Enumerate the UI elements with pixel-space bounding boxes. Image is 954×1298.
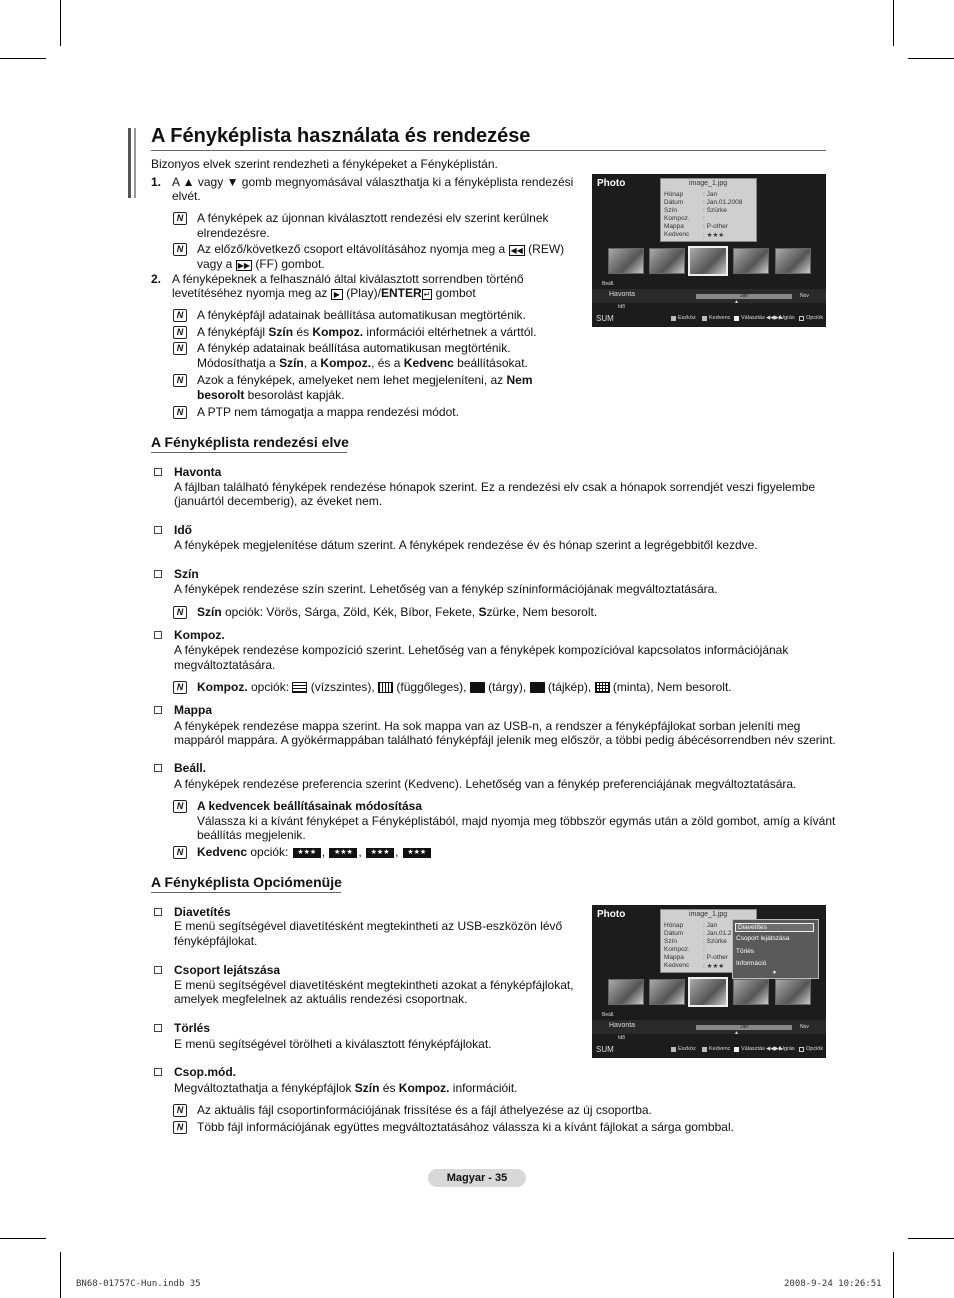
title-rule xyxy=(151,150,826,151)
item-text-part: információit. xyxy=(449,1081,518,1095)
menu-item-informacio[interactable]: Információ xyxy=(736,960,767,967)
footer-label: Eszköz xyxy=(678,1046,696,1052)
footer-label: Eszköz xyxy=(678,315,696,321)
bullet-square xyxy=(154,966,162,974)
jump-icon: ◀◀▶▶ xyxy=(766,315,783,321)
info-filename: image_1.jpg xyxy=(689,180,728,187)
yellow-button-icon xyxy=(734,1047,739,1052)
info-key: Hónap xyxy=(664,922,684,929)
note-text-part: zürke, Nem besorolt. xyxy=(486,605,598,619)
note-text xyxy=(197,356,528,371)
page-number-badge: Magyar - 35 xyxy=(428,1169,526,1187)
section-heading: A Fényképlista Opciómenüje xyxy=(151,874,342,890)
bullet-square xyxy=(154,764,162,772)
info-key: Kompoz. xyxy=(664,946,690,953)
note-text xyxy=(197,605,597,620)
note-text-part: (tájkép), xyxy=(547,680,592,694)
info-value: : Jan.01.2008 xyxy=(703,199,743,206)
note-text: beállítás megjelenik. xyxy=(197,828,306,842)
info-value: : Szürke xyxy=(703,207,727,214)
month-label: Nov xyxy=(800,1024,809,1030)
footer-label: Ugrás xyxy=(780,1046,795,1052)
photo-label: Photo xyxy=(597,909,626,920)
note-text-part: Kompoz. xyxy=(320,356,372,370)
page-title: A Fényképlista használata és rendezése xyxy=(151,125,531,147)
step-text: A fényképeknek a felhasználó által kiválasztott sorrendben történő xyxy=(172,272,524,286)
bullet-square xyxy=(154,1068,162,1076)
photo-thumbnail[interactable] xyxy=(649,979,685,1005)
note-text-part: Szín xyxy=(279,356,304,370)
intro-text: Bizonyos elvek szerint rendezheti a fényképeket a Fényképlistán. xyxy=(151,157,498,171)
note-text-part: vagy a xyxy=(197,257,233,271)
bullet-square xyxy=(154,526,162,534)
info-value: : xyxy=(703,946,705,953)
step-text: elvét. xyxy=(172,189,201,203)
item-text: megváltoztatására. xyxy=(174,658,276,672)
up-arrow: ▲ xyxy=(734,299,739,305)
crop-mark xyxy=(0,1238,46,1239)
note-text-part: Szín xyxy=(268,325,294,339)
photo-thumbnail[interactable] xyxy=(608,248,644,274)
bullet-square xyxy=(154,1024,162,1032)
bullet-square xyxy=(154,706,162,714)
file-info: BN68-01757C-Hun.indb 35 xyxy=(76,1279,201,1289)
green-button-icon xyxy=(702,316,707,321)
note-text xyxy=(197,242,564,257)
note-icon: N xyxy=(173,326,187,339)
photo-thumbnail[interactable] xyxy=(688,977,728,1007)
item-text: E menü segítségével diavetítésként megtekintheti azokat a fényképfájlokat, xyxy=(174,978,574,992)
note-text-part: Nem xyxy=(506,373,533,387)
note-text-part: (tárgy), xyxy=(488,680,527,694)
note-text-part: (függőleges), xyxy=(396,680,467,694)
note-text-part: (minta), Nem besorolt. xyxy=(612,680,732,694)
ido-label: Idő xyxy=(618,304,625,310)
play-icon: ▶ xyxy=(331,289,343,300)
info-key: Kompoz. xyxy=(664,215,690,222)
item-text: amelyek megfelelnek az aktuális rendezési csoportnak. xyxy=(174,992,468,1006)
info-key: Hónap xyxy=(664,191,684,198)
star-rating-icon: ★★★ xyxy=(403,848,431,858)
note-text-part: Kedvenc xyxy=(403,356,454,370)
note-text xyxy=(197,388,344,403)
note-text: elrendezésre. xyxy=(197,226,270,240)
step-number: 2. xyxy=(151,272,162,286)
pattern-composition-icon xyxy=(595,682,610,693)
object-composition-icon xyxy=(470,682,485,693)
item-title: Diavetítés xyxy=(174,905,231,919)
item-text: fényképfájlokat. xyxy=(174,934,258,948)
crop-mark xyxy=(60,1252,61,1298)
tools-icon xyxy=(799,316,804,321)
info-filename: image_1.jpg xyxy=(689,911,728,918)
vertical-composition-icon xyxy=(378,682,393,693)
jump-icon: ◀◀▶▶ xyxy=(766,1046,783,1052)
item-title: Csop.mód. xyxy=(174,1065,236,1079)
item-title: Kompoz. xyxy=(174,628,225,642)
info-key: Kedvenc xyxy=(664,231,690,238)
info-key: Szín xyxy=(664,207,678,214)
photo-thumbnail[interactable] xyxy=(733,248,769,274)
step-text-part: (Play)/ xyxy=(346,286,381,300)
note-text-part: és xyxy=(293,325,313,339)
down-arrow: ▼ xyxy=(772,970,777,976)
info-key: Dátum xyxy=(664,199,684,206)
note-text: Több fájl információjának együttes megváltoztatásához válassza ki a kívánt fájlokat a sárga gombbal. xyxy=(197,1120,734,1134)
info-key: Dátum xyxy=(664,930,684,937)
star-rating-icon: ★★★ xyxy=(329,848,357,858)
note-text-part: információi eltérhetnek a várttól. xyxy=(363,325,537,339)
item-title: Törlés xyxy=(174,1021,211,1035)
photo-thumbnail[interactable] xyxy=(775,248,811,274)
note-text-part: besorolást kapják. xyxy=(244,388,345,402)
enter-icon: ↵ xyxy=(423,290,431,299)
bullet-square xyxy=(154,631,162,639)
note-icon: N xyxy=(173,1121,187,1134)
note-icon: N xyxy=(173,846,187,859)
item-text: A fényképek rendezése preferencia szerint (Kedvenc). Lehetőség van a fénykép preferenciájának megváltoztatására. xyxy=(174,777,797,791)
item-text: A fényképek rendezése szín szerint. Lehetőség van a fénykép színinformációjának megváltoztatására. xyxy=(174,582,718,596)
havonta-label: Havonta xyxy=(609,1022,636,1029)
beall-label: Beáll. xyxy=(602,1012,615,1018)
item-text: A fényképek megjelenítése dátum szerint. A fényképek rendezése év és hónap szerint a legrégebbitől kezdve. xyxy=(174,538,758,552)
bullet-square xyxy=(154,468,162,476)
step-text-part: ENTER xyxy=(380,286,422,300)
note-text-part: Szín xyxy=(197,605,222,619)
note-text: Az aktuális fájl csoportinformációjának frissítése és a fájl áthelyezése az új csoportba. xyxy=(197,1103,652,1117)
note-text-part: Módosíthatja a xyxy=(197,356,280,370)
item-text-part: Kompoz. xyxy=(398,1081,450,1095)
item-title: Havonta xyxy=(174,465,222,479)
info-value: : Jan xyxy=(703,922,718,929)
item-title: Idő xyxy=(174,523,192,537)
crop-mark xyxy=(60,0,61,46)
tv-screenshot-options-menu xyxy=(592,905,826,1058)
note-icon: N xyxy=(173,681,187,694)
footer-label: Opciók xyxy=(806,315,824,321)
step-text: A ▲ vagy ▼ gomb megnyomásával választhatja ki a fényképlista rendezési xyxy=(172,175,574,189)
month-label: Jan xyxy=(740,1024,749,1030)
step-text-part: levetítéséhez nyomja meg az xyxy=(172,286,328,300)
note-text: A PTP nem támogatja a mappa rendezési módot. xyxy=(197,405,459,419)
note-title: A kedvencek beállításainak módosítása xyxy=(197,799,422,813)
item-text: A fájlban található fényképek rendezése hónapok szerint. Ez a rendezési elv csak a hónapok sorrendjét veszi figyelembe xyxy=(174,480,816,494)
note-text-part: beállításokat. xyxy=(453,356,528,370)
havonta-label: Havonta xyxy=(609,291,636,298)
menu-item-csoport[interactable]: Csoport lejátszása xyxy=(736,935,790,942)
options-menu xyxy=(732,919,819,979)
red-button-icon xyxy=(671,316,676,321)
ido-label: Idő xyxy=(618,1035,625,1041)
item-title: Beáll. xyxy=(174,761,207,775)
note-text: Válassza ki a kívánt fényképet a Fényképlistából, majd nyomja meg többször egymás után a zöld gombot, amíg a kívánt xyxy=(197,814,836,828)
month-label: Jan xyxy=(740,293,749,299)
note-icon: N xyxy=(173,406,187,419)
horizontal-composition-icon xyxy=(292,682,307,693)
info-value: : Jan.01.2 xyxy=(703,930,732,937)
photo-thumbnail[interactable] xyxy=(733,979,769,1005)
photo-thumbnail[interactable] xyxy=(608,979,644,1005)
bullet-square xyxy=(154,570,162,578)
footer-label: Választás xyxy=(741,315,765,321)
info-value: : Jan xyxy=(703,191,718,198)
item-text: mappáról mappára. A gyökérmappában található fényképfájl jelenik meg először, a többi pedig ábécésorrendben név szerint. xyxy=(174,733,836,747)
crop-mark xyxy=(908,58,954,59)
ff-icon: ▶▶ xyxy=(237,261,251,270)
note-text-part: S xyxy=(478,605,487,619)
tools-icon xyxy=(799,1047,804,1052)
info-value: : Szürke xyxy=(703,938,727,945)
item-text: A fényképek rendezése kompozíció szerint. Lehetőség van a fényképek kompozícióval kapcsolatos információjának xyxy=(174,643,789,657)
item-text xyxy=(174,1081,518,1096)
rew-icon: ◀◀ xyxy=(510,246,523,255)
item-text-part: Szín xyxy=(354,1081,380,1095)
section-heading: A Fényképlista rendezési elve xyxy=(151,434,349,450)
note-icon: N xyxy=(173,606,187,619)
item-title: Mappa xyxy=(174,703,213,717)
title-bar-decoration xyxy=(128,128,131,198)
item-text-part: Megváltoztathatja a fényképfájlok xyxy=(174,1081,355,1095)
green-button-icon xyxy=(702,1047,707,1052)
note-icon: N xyxy=(173,342,187,355)
note-text-part: , a xyxy=(303,356,321,370)
title-bar-decoration xyxy=(134,128,136,198)
note-icon: N xyxy=(173,1104,187,1117)
info-key: Mappa xyxy=(664,223,684,230)
step-text xyxy=(172,286,476,301)
photo-label: Photo xyxy=(597,178,626,189)
note-text-part: Azok a fényképek, amelyeket nem lehet megjeleníteni, az xyxy=(197,373,507,387)
item-title: Csoport lejátszása xyxy=(174,963,281,977)
item-text-part: és xyxy=(379,1081,399,1095)
footer-label: Választás xyxy=(741,1046,765,1052)
star-rating-icon: ★★★ xyxy=(293,848,321,858)
tv-screenshot-photo-list xyxy=(592,174,826,327)
beall-label: Beáll. xyxy=(602,281,615,287)
note-text xyxy=(197,373,533,388)
photo-thumbnail[interactable] xyxy=(688,246,728,276)
red-button-icon xyxy=(671,1047,676,1052)
footer-label: Opciók xyxy=(806,1046,824,1052)
crop-mark xyxy=(0,58,46,59)
info-value: : ★★★ xyxy=(703,232,725,239)
note-text-part: A fényképfájl xyxy=(197,325,269,339)
star-rating-icon: ★★★ xyxy=(366,848,394,858)
note-text-part: opciók: xyxy=(247,845,289,859)
section-rule xyxy=(151,892,341,893)
note-icon: N xyxy=(173,309,187,322)
note-text xyxy=(197,257,325,272)
note-text: A fényképfájl adatainak beállítása automatikusan megtörténik. xyxy=(197,308,526,322)
up-arrow: ▲ xyxy=(734,1030,739,1036)
note-icon: N xyxy=(173,800,187,813)
item-title: Szín xyxy=(174,567,199,581)
landscape-composition-icon xyxy=(530,682,545,693)
crop-mark xyxy=(893,1252,894,1298)
item-text: E menü segítségével diavetítésként megtekintheti az USB-eszközön lévő xyxy=(174,919,563,933)
crop-mark xyxy=(908,1238,954,1239)
photo-thumbnail[interactable] xyxy=(775,979,811,1005)
note-text-part: opciók: Vörös, Sárga, Zöld, Kék, Bíbor, Fekete, xyxy=(221,605,479,619)
note-text: Kedvenc opciók: ★★★ , ★★★ , ★★★ , ★★★ xyxy=(197,845,432,860)
crop-mark xyxy=(893,0,894,46)
sum-label: SUM xyxy=(596,314,614,323)
note-text-part: Kedvenc xyxy=(197,845,248,859)
item-text: (januártól decemberig), az éveket nem. xyxy=(174,494,383,508)
step-number: 1. xyxy=(151,175,162,189)
note-icon: N xyxy=(173,212,187,225)
section-rule xyxy=(151,452,347,453)
note-text xyxy=(197,325,537,340)
info-key: Szín xyxy=(664,938,678,945)
print-date: 2008-9-24 10:26:51 xyxy=(784,1279,882,1289)
note-text-part: Kompoz. xyxy=(312,325,364,339)
note-text-part: opciók: xyxy=(247,680,293,694)
menu-item-torles[interactable]: Törlés xyxy=(736,948,755,955)
info-value: : ★★★ xyxy=(703,963,725,970)
note-text-part: (REW) xyxy=(528,242,565,256)
item-text: E menü segítségével törölheti a kiválasztott fényképfájlokat. xyxy=(174,1037,492,1051)
footer-label: Kedvenc xyxy=(709,315,731,321)
info-value: : P-other xyxy=(703,954,728,961)
menu-item-diavetites[interactable]: Diavetítés xyxy=(735,923,814,932)
footer-label: Ugrás xyxy=(780,315,795,321)
note-text: A fénykép adatainak beállítása automatikusan megtörténik. xyxy=(197,341,511,355)
note-text-part: Kompoz. xyxy=(197,680,248,694)
bullet-square xyxy=(154,908,162,916)
note-text: A fényképek az újonnan kiválasztott rendezési elv szerint kerülnek xyxy=(197,211,549,225)
note-text-part: Az előző/következő csoport eltávolításához nyomja meg a xyxy=(197,242,506,256)
info-key: Kedvenc xyxy=(664,962,690,969)
item-text: A fényképek rendezése mappa szerint. Ha sok mappa van az USB-n, a rendszer a fényképfájlokat sorban jeleníti meg xyxy=(174,719,801,733)
footer-label: Kedvenc xyxy=(709,1046,731,1052)
note-icon: N xyxy=(173,374,187,387)
note-text-part: (FF) gombot. xyxy=(255,257,325,271)
note-text-part: besorolt xyxy=(197,388,245,402)
month-label: Nov xyxy=(800,293,809,299)
sum-label: SUM xyxy=(596,1045,614,1054)
photo-thumbnail[interactable] xyxy=(649,248,685,274)
info-value: : P-other xyxy=(703,223,728,230)
note-text-part: , és a xyxy=(371,356,404,370)
info-box xyxy=(660,178,757,242)
note-text xyxy=(197,680,732,695)
note-text-part: (vízszintes), xyxy=(310,680,375,694)
info-key: Mappa xyxy=(664,954,684,961)
step-text-part: gombot xyxy=(435,286,476,300)
info-value: : xyxy=(703,215,705,222)
yellow-button-icon xyxy=(734,316,739,321)
note-icon: N xyxy=(173,243,187,256)
